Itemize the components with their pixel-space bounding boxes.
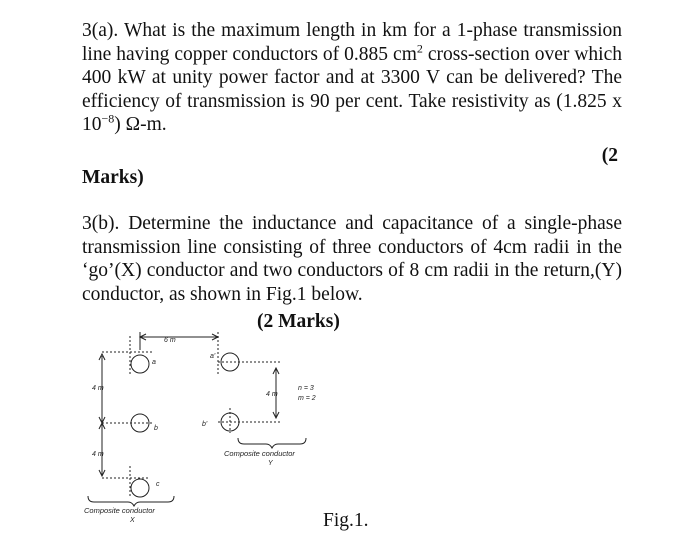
marks-3a-close: Marks)	[82, 167, 144, 188]
question-3a-text-2: cross-section over which 400 kW at unity power factor and at 3300 V can be delivered? The efficiency of transmission is 90 per cent. Take resistivity as (1.825 x 10	[82, 43, 623, 135]
marks-3a-open: (2	[601, 145, 618, 166]
composite-y-label: Composite conductor	[224, 449, 295, 458]
question-3a	[82, 19, 622, 137]
composite-y-symbol: Y	[268, 460, 273, 467]
dim-6m-label: 6 m	[164, 337, 176, 344]
figure-composite-conductors	[80, 328, 340, 533]
composite-x-symbol: X	[130, 517, 135, 524]
conductor-c-circle	[131, 479, 149, 497]
m-value-label: m = 2	[298, 395, 316, 402]
question-3a-text-1: 3(a). What is the maximum length in km for a 1-phase transmission line having copper conductors of 0.885 cm	[82, 20, 622, 65]
figure-caption: Fig.1.	[323, 510, 369, 531]
composite-x-label: Composite conductor	[84, 506, 155, 515]
superscript-2: 2	[416, 41, 423, 55]
question-3a-text-3: ) Ω-m.	[114, 114, 167, 135]
dim-4m-label-2: 4 m	[92, 451, 104, 458]
dim-4m-label-right: 4 m	[266, 391, 278, 398]
label-c: c	[156, 481, 160, 488]
question-3b: 3(b). Determine the inductance and capacitance of a single-phase transmission line consisting of three conductors of 4cm radii in the ‘go’(X) conductor and two conductors of 8 cm radii in the return,(Y) conductor, as shown in Fig.1 below.	[82, 213, 622, 305]
label-a-prime: a'	[210, 353, 216, 360]
brace-y	[238, 438, 306, 448]
label-b-prime: b'	[202, 421, 208, 428]
dim-4m-label-1: 4 m	[92, 385, 104, 392]
label-b: b	[154, 425, 158, 432]
superscript-exponent: −8	[101, 111, 115, 126]
marks-3b: (2 Marks)	[257, 311, 340, 332]
n-value-label: n = 3	[298, 385, 314, 392]
brace-x	[88, 496, 174, 506]
label-a: a	[152, 359, 156, 366]
conductor-a-circle	[131, 355, 149, 373]
